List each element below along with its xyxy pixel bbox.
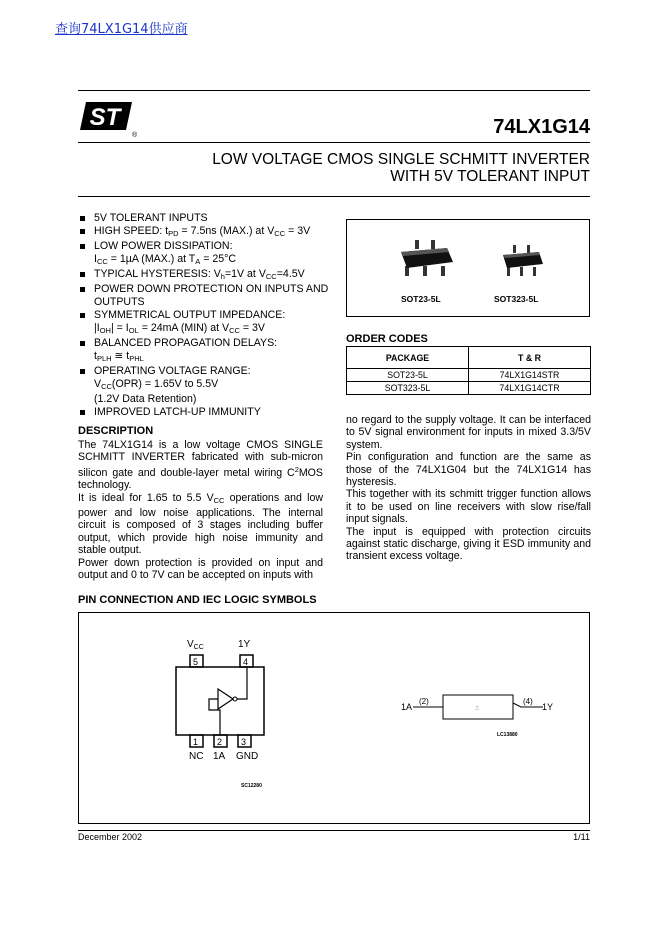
description-para-7: The input is equipped with protection circuits against static discharge, giving it ESD immunity and transient excess voltage.	[346, 525, 591, 563]
sot23-label: SOT23-5L	[401, 294, 441, 304]
iec-input-label: 1A	[401, 702, 413, 712]
footer-rule	[78, 830, 590, 831]
feature-item: LOW POWER DISSIPATION: $I_{CC} = 1\mu A$ (MAX.) at $T_A = 25^\circ C$	[78, 240, 330, 268]
order-codes-heading: ORDER CODES	[346, 333, 428, 345]
order-codes-table	[346, 346, 591, 395]
title-line-2: WITH 5V TOLERANT INPUT	[390, 168, 590, 185]
header-top-rule	[78, 90, 590, 91]
nc-label: NC	[189, 751, 204, 762]
diagram-code-left: SC12280	[241, 783, 262, 789]
sot323-package-image	[499, 244, 545, 278]
feature-item: BALANCED PROPAGATION DELAYS: $t_{PLH}$ ≅ $t_{PHL}$	[78, 337, 330, 365]
table-cell: 74LX1G14CTR	[469, 382, 591, 395]
part-number: 74LX1G14	[493, 116, 590, 138]
1a-label: 1A	[213, 751, 226, 762]
header-bottom-rule	[78, 196, 590, 197]
iec-output-pin: (4)	[523, 697, 533, 706]
description-para-2: It is ideal for 1.65 to 5.5 $V_{CC}$ operations and low power and low noise applications. The internal circuit is composed of 3 stages including buffer output, which provide high noise immunity and stable output.	[78, 491, 323, 557]
st-logo-text: ST	[89, 104, 121, 131]
footer-date: December 2002	[78, 832, 143, 842]
footer-page-number: 1/11	[573, 832, 590, 842]
schmitt-symbol: ⎍	[475, 705, 480, 712]
table-header-row	[347, 347, 591, 369]
description-left-column	[78, 439, 323, 581]
gnd-label: GND	[236, 751, 259, 762]
iec-input-pin: (2)	[419, 697, 429, 706]
supplier-link[interactable]: 查询74LX1G14供应商	[55, 22, 188, 37]
description-para-6: This together with its schmitt trigger function allows it to be used on line receivers with slow rise/fall input signals.	[346, 488, 591, 526]
feature-item: POWER DOWN PROTECTION ON INPUTS AND OUTPUTS	[78, 283, 330, 309]
feature-list	[78, 212, 330, 419]
table-row	[347, 369, 591, 382]
pin-2-number: 2	[217, 737, 223, 747]
pin-section-heading: PIN CONNECTION AND IEC LOGIC SYMBOLS	[78, 594, 317, 606]
sot23-package-image	[395, 238, 455, 278]
pin-5-number: 5	[193, 657, 199, 667]
table-cell: SOT323-5L	[347, 382, 469, 395]
pin-3-number: 3	[241, 737, 247, 747]
table-row	[347, 382, 591, 395]
iec-output-label: 1Y	[542, 702, 554, 712]
sot323-label: SOT323-5L	[494, 294, 539, 304]
pin-1-number: 1	[193, 737, 199, 747]
feature-item: 5V TOLERANT INPUTS	[78, 212, 330, 225]
feature-item: TYPICAL HYSTERESIS: $V_h=1V$ at $V_{CC}=4.5V$	[78, 268, 330, 283]
st-logo	[78, 100, 140, 140]
page-title	[212, 151, 590, 185]
table-cell: SOT23-5L	[347, 369, 469, 382]
description-heading: DESCRIPTION	[78, 425, 154, 437]
column-header: PACKAGE	[347, 347, 469, 369]
feature-item: IMPROVED LATCH-UP IMMUNITY	[78, 406, 330, 419]
diagram-code-right: LC13880	[497, 732, 518, 738]
table-cell: 74LX1G14STR	[469, 369, 591, 382]
column-header: T & R	[469, 347, 591, 369]
vcc-label: $V_{CC}$	[187, 639, 204, 651]
package-box	[346, 219, 590, 317]
header-mid-rule	[78, 142, 590, 143]
top-1y-label: 1Y	[238, 639, 251, 650]
description-para-4: no regard to the supply voltage. It can be interfaced to 5V signal environment for inputs in mixed 3.3/5V system.	[346, 414, 591, 451]
feature-item: SYMMETRICAL OUTPUT IMPEDANCE: $|I_{OH}| = I_{OL} = 24mA$ (MIN) at $V_{CC} = 3V$	[78, 309, 330, 337]
feature-item: HIGH SPEED: $t_{PD} = 7.5ns$ (MAX.) at $V_{CC} = 3V$	[78, 225, 330, 240]
registered-mark: ®	[132, 132, 138, 139]
pin-4-number: 4	[243, 657, 249, 667]
description-para-1: The 74LX1G14 is a low voltage CMOS SINGLE SCHMITT INVERTER fabricated with sub-micron silicon gate and double-layer metal wiring $C^2MOS$ technology.	[78, 439, 323, 492]
title-line-1: LOW VOLTAGE CMOS SINGLE SCHMITT INVERTER	[212, 151, 590, 168]
feature-item: OPERATING VOLTAGE RANGE: $V_{CC}(OPR) = 1.65V$ to 5.5V (1.2V Data Retention)	[78, 365, 330, 406]
logic-symbols-box	[78, 612, 590, 824]
description-para-5: Pin configuration and function are the same as those of the 74LX1G04 but the 74LX1G14 has hysteresis.	[346, 451, 591, 489]
pin-connection-diagram	[79, 613, 589, 823]
description-para-3: Power down protection is provided on input and output and 0 to 7V can be accepted on inputs with	[78, 556, 323, 582]
description-right-column	[346, 414, 591, 563]
